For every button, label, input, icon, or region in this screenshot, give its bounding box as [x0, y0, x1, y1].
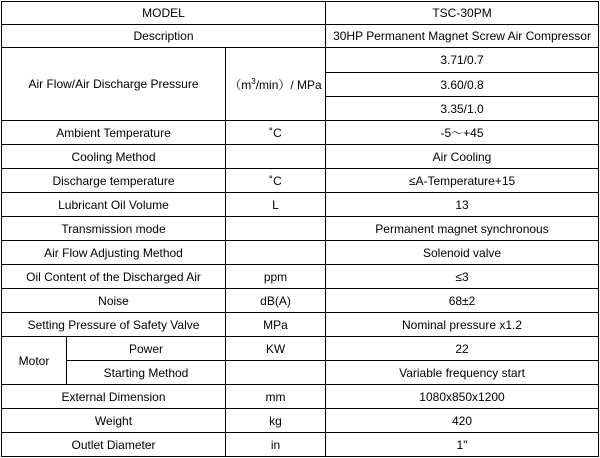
- row-air-flow-adjusting: [2, 241, 599, 265]
- external-dimension-unit: mm: [226, 385, 326, 409]
- lubricant-oil-volume-label: Lubricant Oil Volume: [2, 193, 226, 217]
- air-flow-value-3: 3.35/1.0: [326, 97, 599, 121]
- row-motor-starting: [2, 361, 599, 385]
- noise-value: 68±2: [326, 289, 599, 313]
- external-dimension-label: External Dimension: [2, 385, 226, 409]
- outlet-diameter-label: Outlet Diameter: [2, 433, 226, 457]
- motor-starting-value: Variable frequency start: [326, 361, 599, 385]
- air-flow-value-2: 3.60/0.8: [326, 73, 599, 97]
- weight-unit: kg: [226, 409, 326, 433]
- motor-label: Motor: [2, 337, 67, 385]
- row-oil-content: [2, 265, 599, 289]
- air-flow-unit-sup: 3: [251, 76, 256, 86]
- row-noise: [2, 289, 599, 313]
- safety-valve-label: Setting Pressure of Safety Valve: [2, 313, 226, 337]
- row-discharge-temperature: [2, 169, 599, 193]
- lubricant-oil-volume-value: 13: [326, 193, 599, 217]
- air-flow-value-1: 3.71/0.7: [326, 48, 599, 73]
- row-transmission-mode: [2, 217, 599, 241]
- transmission-mode-value: Permanent magnet synchronous: [326, 217, 599, 241]
- lubricant-oil-volume-unit: L: [226, 193, 326, 217]
- ambient-temperature-label: Ambient Temperature: [2, 121, 226, 145]
- model-value: TSC-30PM: [326, 2, 599, 25]
- row-external-dimension: [2, 385, 599, 409]
- row-lubricant-oil-volume: [2, 193, 599, 217]
- row-model: [2, 2, 599, 25]
- air-flow-unit-prefix: （m: [229, 77, 252, 92]
- motor-starting-label: Starting Method: [67, 361, 226, 385]
- discharge-temperature-unit: ˚C: [226, 169, 326, 193]
- air-flow-unit-suffix: /min）/ MPa: [255, 77, 322, 92]
- weight-label: Weight: [2, 409, 226, 433]
- motor-power-label: Power: [67, 337, 226, 361]
- oil-content-value: ≤3: [326, 265, 599, 289]
- air-flow-adjusting-label: Air Flow Adjusting Method: [2, 241, 226, 265]
- row-weight: [2, 409, 599, 433]
- outlet-diameter-value: 1": [326, 433, 599, 457]
- motor-power-value: 22: [326, 337, 599, 361]
- safety-valve-value: Nominal pressure x1.2: [326, 313, 599, 337]
- motor-power-unit: KW: [226, 337, 326, 361]
- discharge-temperature-label: Discharge temperature: [2, 169, 226, 193]
- cooling-method-unit: [226, 145, 326, 169]
- model-label: MODEL: [2, 2, 326, 25]
- row-description: [2, 25, 599, 48]
- row-cooling-method: [2, 145, 599, 169]
- cooling-method-value: Air Cooling: [326, 145, 599, 169]
- oil-content-label: Oil Content of the Discharged Air: [2, 265, 226, 289]
- noise-unit: dB(A): [226, 289, 326, 313]
- cooling-method-label: Cooling Method: [2, 145, 226, 169]
- description-label: Description: [2, 25, 326, 48]
- transmission-mode-label: Transmission mode: [2, 217, 226, 241]
- row-safety-valve: [2, 313, 599, 337]
- motor-starting-unit: [226, 361, 326, 385]
- discharge-temperature-value: ≤A-Temperature+15: [326, 169, 599, 193]
- air-flow-label: Air Flow/Air Discharge Pressure: [2, 48, 226, 121]
- outlet-diameter-unit: in: [226, 433, 326, 457]
- transmission-mode-unit: [226, 217, 326, 241]
- external-dimension-value: 1080x850x1200: [326, 385, 599, 409]
- row-air-flow-1: [2, 48, 599, 73]
- row-ambient-temperature: [2, 121, 599, 145]
- oil-content-unit: ppm: [226, 265, 326, 289]
- noise-label: Noise: [2, 289, 226, 313]
- weight-value: 420: [326, 409, 599, 433]
- air-flow-adjusting-value: Solenoid valve: [326, 241, 599, 265]
- ambient-temperature-value: -5～+45: [326, 121, 599, 145]
- spec-table: [1, 1, 599, 457]
- ambient-temperature-unit: ˚C: [226, 121, 326, 145]
- row-outlet-diameter: [2, 433, 599, 457]
- row-motor-power: [2, 337, 599, 361]
- description-value: 30HP Permanent Magnet Screw Air Compressor: [326, 25, 599, 48]
- air-flow-adjusting-unit: [226, 241, 326, 265]
- air-flow-unit: [226, 48, 326, 121]
- safety-valve-unit: MPa: [226, 313, 326, 337]
